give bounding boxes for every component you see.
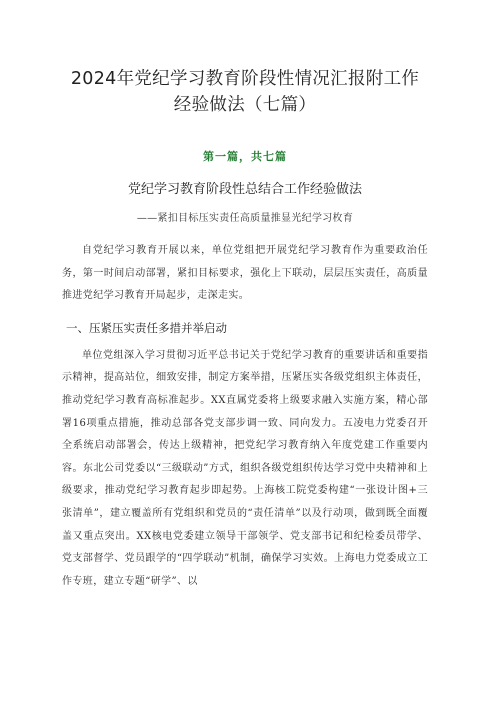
intro-paragraph: 自党纪学习教育开展以来，单位党组把开展党纪学习教育作为重要政治任务，第一时间启动部署，紧扣目标要求，强化上下联动，层层压实责任，高质量推进党纪学习教育开局起步，走深走实。 [62,245,428,302]
document-title: 2024年党纪学习教育阶段性情况汇报附工作经验做法（七篇） [70,69,420,115]
section-body-paragraph: 单位党组深入学习贯彻习近平总书记关于党纪学习教育的重要讲话和重要指示精神，提高站位，细致安排，制定方案举措，压紧压实各级党组织主体责任，推动党纪学习教育高标准起步。XX直属党委将上级要求融入实施方案，精心部署16项重点措施，推动总部各党支部步调一致、同向发力。五凌电力党委召开全系统启动部署会，传达上级精神，把党纪学习教育纳入年度党建工作重要内容。东北公司党委以“三级联动”方式，组织各级党组织传达学习党中央精神和上级要求，推动党纪学习教育起步即起势。上海核工院党委构建“一张设计图+三张清单”，建立覆盖所有党组织和党员的“责任清单”以及行动项，做到既全面覆盖又重点突出。XX核电党委建立领导干部领学、党支部书记和纪检委员带学、党支部督学、党员跟学的“四学联动”机制，确保学习实效。上海电力党委成立工作专班，建立专题“研学”、以 [62,349,428,587]
part-label: 第一篇，共七篇 [203,150,287,163]
article-subtitle: ——紧扣目标压实责任高质量推显光纪学习枚育 [136,213,354,224]
article-title: 党纪学习教育阶段性总结合工作经验做法 [127,182,362,197]
section-heading: 一、压紧压实责任多措并举启动 [66,320,227,335]
